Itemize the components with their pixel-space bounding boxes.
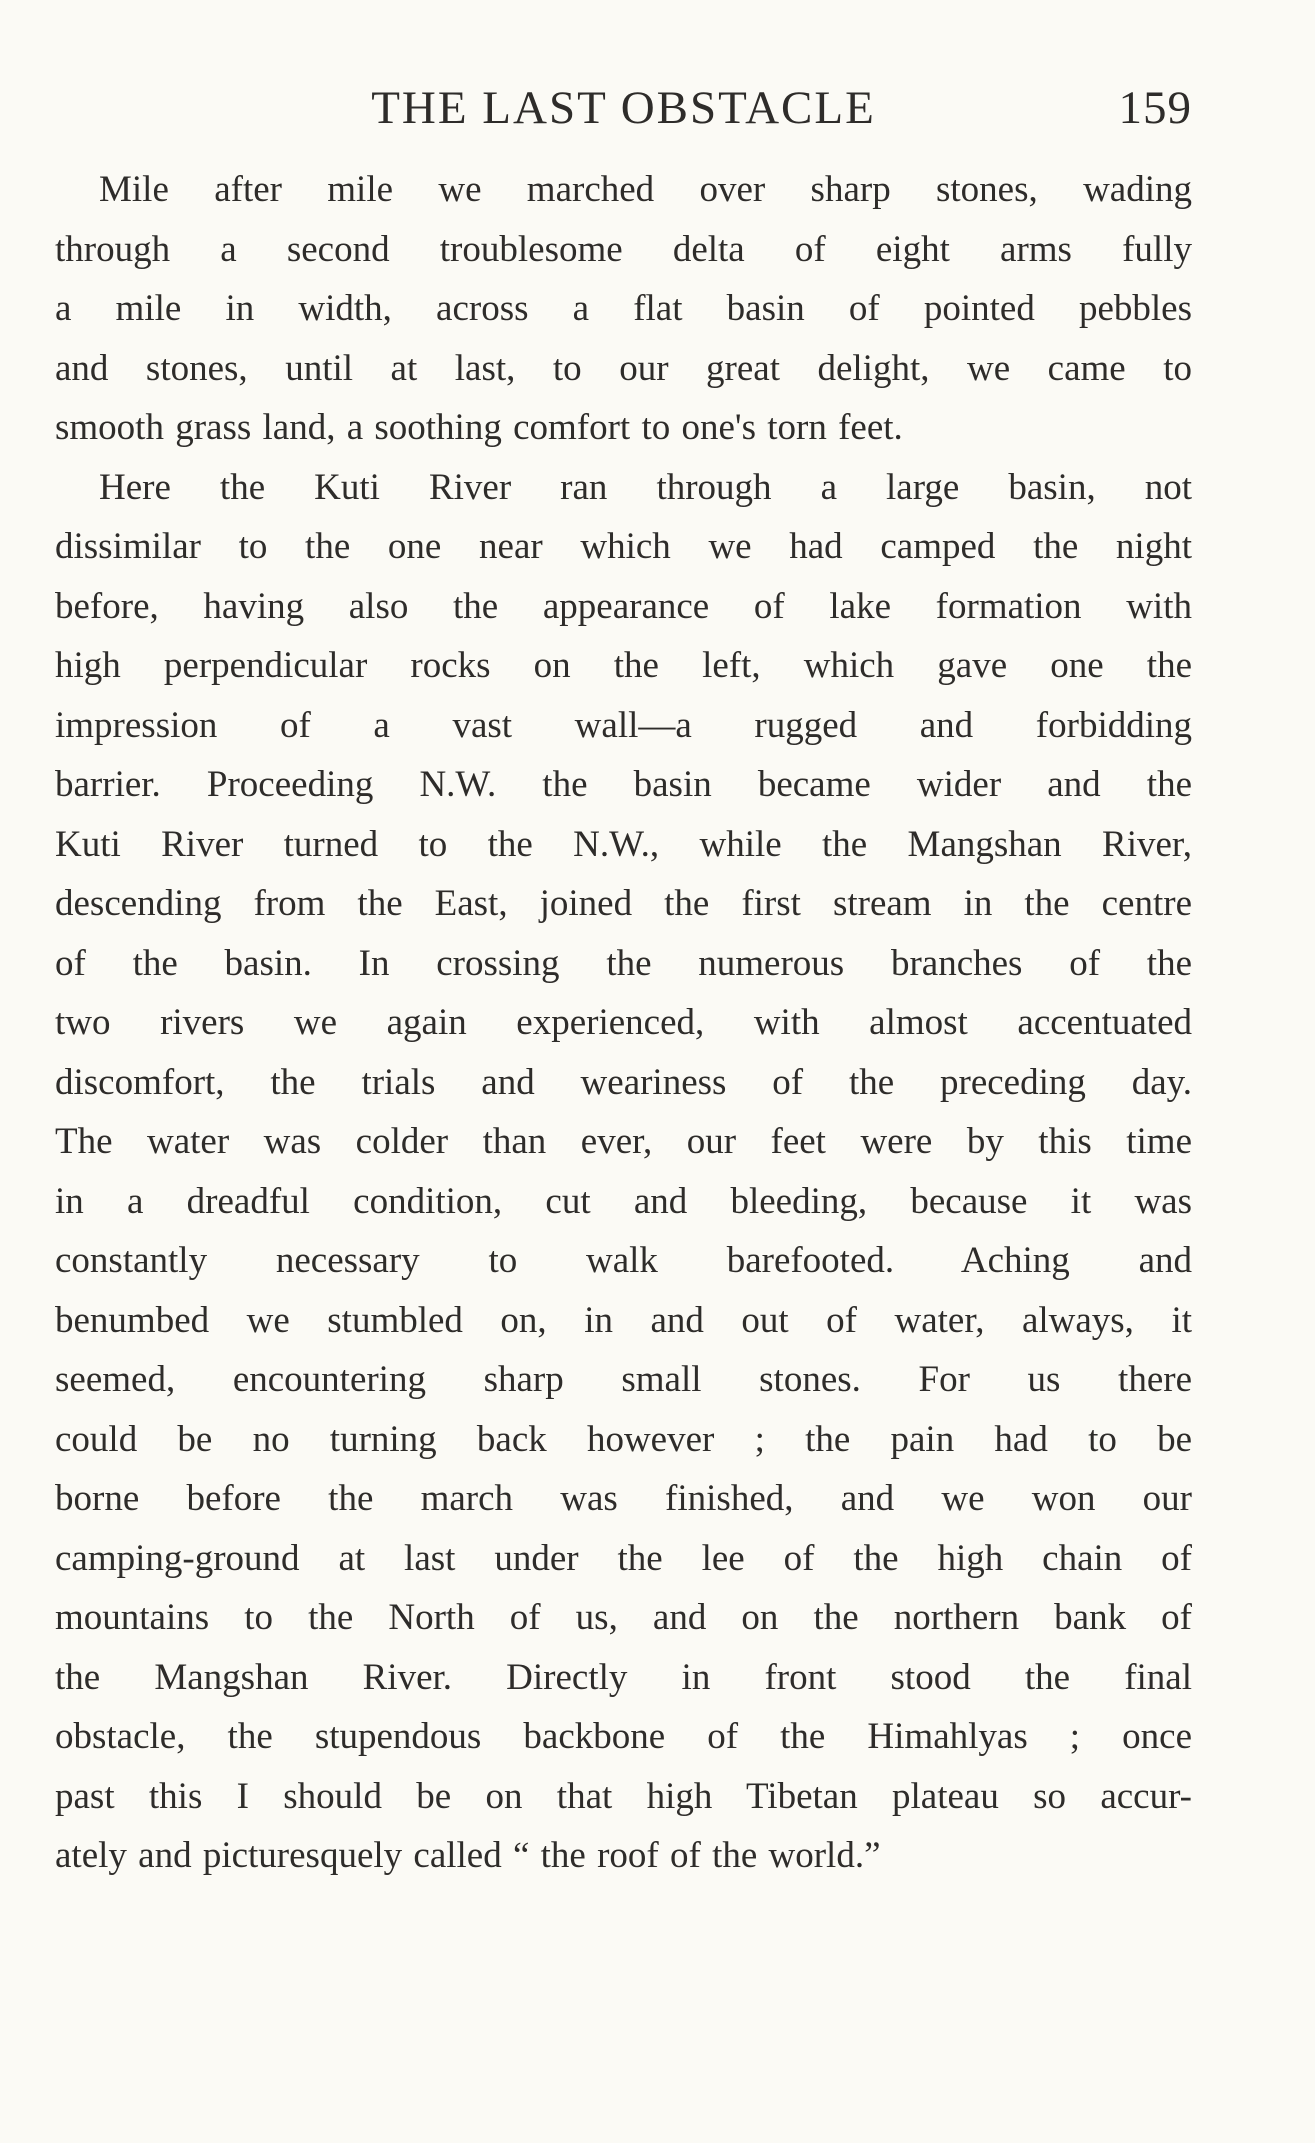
text-line: obstacle, the stupendous backbone of the Himahlyas ; once (55, 1716, 1192, 1757)
text-line: borne before the march was finished, and we won our (55, 1478, 1192, 1519)
paragraph (55, 160, 1192, 458)
text-line: the Mangshan River. Directly in front stood the final (55, 1656, 1192, 1698)
text-line: Here the Kuti River ran through a large basin, not (99, 466, 1192, 508)
running-head (55, 78, 1192, 138)
text-line: mountains to the North of us, and on the northern bank of (55, 1597, 1192, 1638)
text-line: seemed, encountering sharp small stones. For us there (55, 1359, 1192, 1400)
running-title: THE LAST OBSTACLE (371, 82, 876, 134)
text-line: in a dreadful condition, cut and bleeding, because it was (55, 1180, 1192, 1222)
text-line: benumbed we stumbled on, in and out of water, always, it (55, 1299, 1192, 1341)
text-line: two rivers we again experienced, with almost accentuated (55, 1002, 1192, 1043)
text-line: could be no turning back however ; the pain had to be (55, 1418, 1192, 1460)
text-line: ately and picturesquely called “ the roof of the world.” (55, 1835, 881, 1876)
text-line: discomfort, the trials and weariness of the preceding day. (55, 1061, 1192, 1103)
text-line: a mile in width, across a flat basin of pointed pebbles (55, 288, 1192, 329)
text-line: before, having also the appearance of lake formation with (55, 585, 1192, 627)
text-line: camping-ground at last under the lee of the high chain of (55, 1537, 1192, 1579)
text-line: high perpendicular rocks on the left, which gave one the (55, 645, 1192, 686)
text-line: dissimilar to the one near which we had camped the night (55, 526, 1192, 567)
paragraph (55, 458, 1192, 1886)
body-text (55, 160, 1192, 1886)
text-line: descending from the East, joined the first stream in the centre (55, 883, 1192, 924)
text-line: of the basin. In crossing the numerous branches of the (55, 942, 1192, 984)
text-line: smooth grass land, a soothing comfort to one's torn feet. (55, 407, 903, 448)
text-line: The water was colder than ever, our feet were by this time (55, 1121, 1192, 1162)
text-line: Kuti River turned to the N.W., while the Mangshan River, (55, 823, 1192, 865)
text-line: through a second troublesome delta of eight arms fully (55, 228, 1192, 270)
page-number: 159 (1118, 82, 1192, 134)
text-line: barrier. Proceeding N.W. the basin became wider and the (55, 764, 1192, 805)
text-line: constantly necessary to walk barefooted. Aching and (55, 1240, 1192, 1281)
text-line: past this I should be on that high Tibetan plateau so accur- (55, 1775, 1192, 1817)
text-line: impression of a vast wall—a rugged and forbidding (55, 704, 1192, 746)
text-line: Mile after mile we marched over sharp stones, wading (99, 169, 1192, 210)
text-line: and stones, until at last, to our great delight, we came to (55, 347, 1192, 389)
